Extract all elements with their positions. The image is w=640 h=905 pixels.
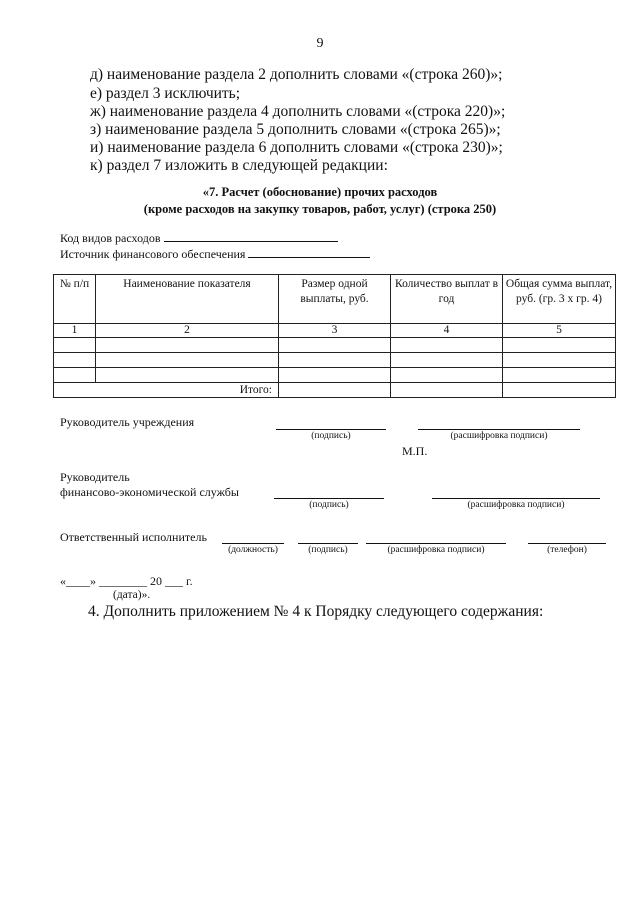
column-number-2: 2 — [96, 324, 279, 338]
table-cell[interactable] — [391, 338, 503, 353]
table-cell[interactable] — [279, 368, 391, 383]
table-cell[interactable] — [54, 368, 96, 383]
head-label: Руководитель учреждения — [60, 415, 195, 429]
table-cell[interactable] — [503, 368, 616, 383]
expenses-table — [53, 274, 616, 398]
header-indicator-name: Наименование показателя — [96, 275, 279, 324]
header-payment-count: Количество выплат в год — [391, 275, 503, 324]
finance-decoding-line[interactable] — [432, 498, 600, 499]
executor-signature-line[interactable] — [298, 543, 358, 544]
table-cell[interactable] — [96, 338, 279, 353]
table-row — [54, 368, 616, 383]
expense-code-field — [60, 230, 338, 246]
table-header-row — [54, 275, 616, 324]
head-decoding-caption: (расшифровка подписи) — [450, 431, 548, 441]
header-total-amount: Общая сумма выплат, руб. (гр. 3 х гр. 4) — [503, 275, 616, 324]
header-number: № п/п — [54, 275, 96, 324]
column-number-1: 1 — [54, 324, 96, 338]
amendment-item-e: е) раздел 3 исключить; — [90, 85, 241, 102]
table-cell[interactable] — [96, 368, 279, 383]
table-row — [54, 353, 616, 368]
total-cell[interactable] — [503, 383, 616, 398]
final-paragraph: 4. Дополнить приложением № 4 к Порядку следующего содержания: — [88, 603, 544, 620]
head-signature-caption: (подпись) — [311, 431, 351, 441]
total-row — [54, 383, 616, 398]
stamp-place: М.П. — [402, 444, 428, 458]
amendment-item-d: д) наименование раздела 2 дополнить словами «(строка 260)»; — [90, 66, 503, 83]
expense-code-label: Код видов расходов — [60, 231, 161, 245]
funding-source-field — [60, 246, 370, 262]
table-cell[interactable] — [503, 338, 616, 353]
table-cell[interactable] — [96, 353, 279, 368]
executor-signature-caption: (подпись) — [308, 545, 348, 555]
finance-signature-line[interactable] — [274, 498, 384, 499]
finance-decoding-caption: (расшифровка подписи) — [467, 500, 565, 510]
expense-code-blank[interactable] — [164, 230, 338, 242]
executor-label: Ответственный исполнитель — [60, 530, 207, 544]
page-number: 9 — [316, 36, 324, 51]
table-cell[interactable] — [279, 353, 391, 368]
executor-decoding-line[interactable] — [366, 543, 506, 544]
executor-position-caption: (должность) — [228, 545, 278, 555]
executor-decoding-caption: (расшифровка подписи) — [387, 545, 485, 555]
header-payment-size: Размер одной выплаты, руб. — [279, 275, 391, 324]
table-row — [54, 338, 616, 353]
date-caption: (дата)». — [113, 589, 151, 601]
executor-position-line[interactable] — [222, 543, 284, 544]
head-signature-line[interactable] — [276, 429, 386, 430]
section-title-line2: (кроме расходов на закупку товаров, работ, услуг) (строка 250) — [143, 202, 497, 216]
column-number-3: 3 — [279, 324, 391, 338]
finance-head-label-line2: финансово-экономической службы — [60, 485, 239, 499]
column-number-5: 5 — [503, 324, 616, 338]
total-label: Итого: — [54, 383, 279, 398]
table-cell[interactable] — [503, 353, 616, 368]
column-numbers-row — [54, 324, 616, 338]
funding-source-blank[interactable] — [248, 246, 370, 258]
date-line[interactable]: «____» ________ 20 ___ г. — [60, 574, 193, 588]
table-cell[interactable] — [391, 368, 503, 383]
amendment-item-zh: ж) наименование раздела 4 дополнить словами «(строка 220)»; — [90, 103, 506, 120]
funding-source-label: Источник финансового обеспечения — [60, 247, 246, 261]
amendment-item-k: к) раздел 7 изложить в следующей редакции: — [90, 157, 388, 174]
table-cell[interactable] — [279, 338, 391, 353]
executor-phone-caption: (телефон) — [547, 545, 587, 555]
column-number-4: 4 — [391, 324, 503, 338]
table-cell[interactable] — [391, 353, 503, 368]
executor-phone-line[interactable] — [528, 543, 606, 544]
table-cell[interactable] — [54, 338, 96, 353]
section-title-line1: «7. Расчет (обоснование) прочих расходов — [202, 185, 438, 199]
amendment-item-i: и) наименование раздела 6 дополнить словами «(строка 230)»; — [90, 139, 503, 156]
finance-signature-caption: (подпись) — [309, 500, 349, 510]
head-decoding-line[interactable] — [418, 429, 580, 430]
total-cell[interactable] — [391, 383, 503, 398]
finance-head-label-line1: Руководитель — [60, 470, 130, 484]
total-cell[interactable] — [279, 383, 391, 398]
table-cell[interactable] — [54, 353, 96, 368]
amendment-item-z: з) наименование раздела 5 дополнить словами «(строка 265)»; — [90, 121, 501, 138]
